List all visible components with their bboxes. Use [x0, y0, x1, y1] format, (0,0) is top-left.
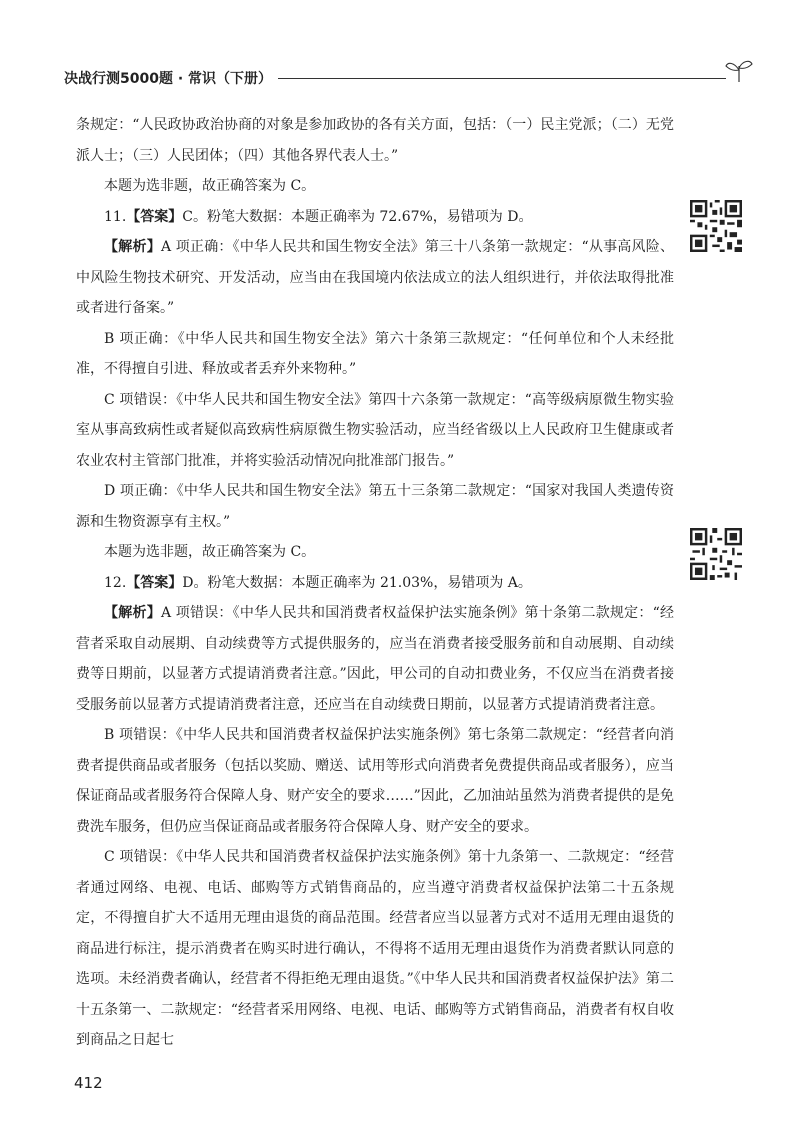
q11-analysis-a: A 项正确：《中华人民共和国生物安全法》第三十八条第一款规定：“从事高风险、中风险生物技术研究、开发活动，应当由在我国境内依法成立的法人组织进行，并依法取得批准或者进行备案。” [76, 239, 675, 316]
page-header [64, 62, 754, 88]
page-body [76, 110, 674, 1056]
header-title: 决战行测5000题 · 常识（下册） [64, 71, 273, 87]
page-number: 412 [74, 1074, 103, 1092]
q11-analysis [76, 232, 674, 324]
q11-answer-text: C。粉笔大数据：本题正确率为 72.67%，易错项为 D。 [182, 208, 533, 225]
q12-analysis-a: A 项错误：《中华人民共和国消费者权益保护法实施条例》第十条第二款规定：“经营者采取自动展期、自动续费等方式提供服务的，应当在消费者接受服务前和自动展期、自动续费等日期前，以显著方式提请消费者注意。”因此，甲公司的自动扣费业务，不仅应当在消费者接受服务前以显著方式提请消费者注意，还应当在自动续费日期前，以显著方式提请消费者注意。 [76, 605, 675, 713]
leaf-sprout-icon [724, 58, 754, 84]
header-rule [278, 78, 726, 79]
q12-option-c: C 项错误：《中华人民共和国消费者权益保护法实施条例》第十九条第一、二款规定：“经营者通过网络、电视、电话、邮购等方式销售商品的，应当遵守消费者权益保护法第二十五条规定，不得擅自扩大不适用无理由退货的商品范围。经营者应当以显著方式对不适用无理由退货的商品进行标注，提示消费者在购买时进行确认，不得将不适用无理由退货作为消费者默认同意的选项。未经消费者确认，经营者不得拒绝无理由退货。”《中华人民共和国消费者权益保护法》第二十五条第一、二款规定：“经营者采用网络、电视、电话、邮购等方式销售商品，消费者有权自收到商品之日起七 [76, 849, 674, 1048]
q12-number: 12. [104, 574, 127, 591]
q10-conclusion: 本题为选非题，故正确答案为 C。 [104, 178, 316, 194]
q11-option-b: B 项正确：《中华人民共和国生物安全法》第六十条第三款规定：“任何单位和个人未经批准，不得擅自引进、释放或者丢弃外来物种。” [76, 330, 674, 377]
analysis-label: 【解析】 [104, 605, 161, 621]
continued-paragraph: 条规定：“人民政协政治协商的对象是参加政协的各有关方面，包括：（一）民主党派；（二）无党派人士；（三）人民团体；（四）其他各界代表人士。” [76, 117, 674, 164]
q12-option-b: B 项错误：《中华人民共和国消费者权益保护法实施条例》第七条第二款规定：“经营者向消费者提供商品或者服务（包括以奖励、赠送、试用等形式向消费者免费提供商品或者服务），应当保证商品或者服务符合保障人身、财产安全的要求……”因此，乙加油站虽然为消费者提供的是免费洗车服务，但仍应当保证商品或者服务符合保障人身、财产安全的要求。 [76, 727, 674, 835]
q11-option-c: C 项错误：《中华人民共和国生物安全法》第四十六条第一款规定：“高等级病原微生物实验室从事高致病性或者疑似高致病性病原微生物实验活动，应当经省级以上人民政府卫生健康或者农业农村主管部门批准，并将实验活动情况向批准部门报告。” [76, 391, 674, 469]
q12-answer-text: D。粉笔大数据：本题正确率为 21.03%，易错项为 A。 [182, 574, 532, 591]
q12-analysis [76, 598, 674, 720]
qr-code-icon[interactable] [690, 200, 742, 252]
answer-label: 【答案】 [126, 208, 183, 225]
qr-code-icon[interactable] [690, 528, 742, 580]
analysis-label: 【解析】 [104, 239, 161, 255]
q12-answer [76, 568, 674, 599]
q11-answer [76, 202, 674, 233]
answer-label: 【答案】 [126, 574, 183, 591]
q11-conclusion: 本题为选非题，故正确答案为 C。 [104, 544, 316, 560]
q11-number: 11. [104, 208, 127, 225]
q11-option-d: D 项正确：《中华人民共和国生物安全法》第五十三条第二款规定：“国家对我国人类遗传资源和生物资源享有主权。” [76, 483, 674, 530]
